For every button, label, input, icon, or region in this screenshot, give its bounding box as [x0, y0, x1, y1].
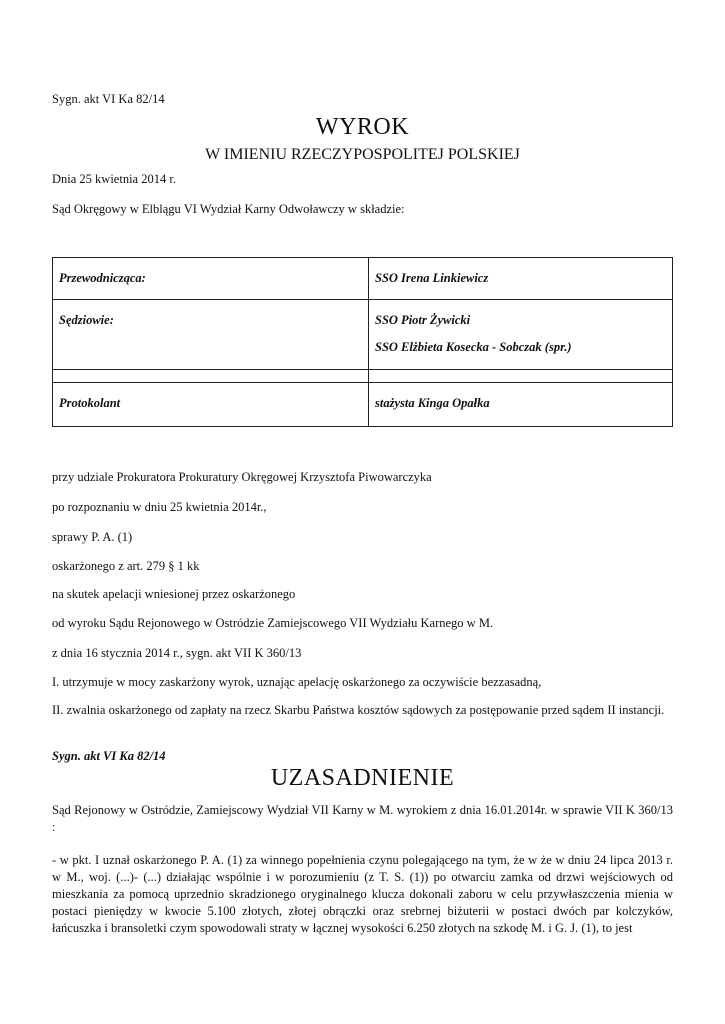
judges-cell	[369, 300, 673, 370]
reviewed-line: po rozpoznaniu w dniu 25 kwietnia 2014r.,	[52, 500, 267, 514]
judgment-date: Dnia 25 kwietnia 2014 r.	[52, 172, 176, 186]
ruling-point-1: I. utrzymuje w mocy zaskarżony wyrok, uznając apelację oskarżonego za oczywiście bezzasadną,	[52, 675, 542, 689]
case-signature: Sygn. akt VI Ka 82/14	[52, 92, 165, 106]
judgment-date-line: z dnia 16 stycznia 2014 r., sygn. akt VII K 360/13	[52, 646, 302, 660]
case-line: sprawy P. A. (1)	[52, 530, 133, 544]
charge-line: oskarżonego z art. 279 § 1 kk	[52, 559, 200, 573]
from-judgment-line: od wyroku Sądu Rejonowego w Ostródzie Zamiejscowego VII Wydziału Karnego w M.	[52, 616, 494, 630]
table-row	[53, 383, 673, 427]
justification-signature: Sygn. akt VI Ka 82/14	[52, 749, 166, 763]
document-subtitle: W IMIENIU RZECZYPOSPOLITEJ POLSKIEJ	[205, 146, 520, 163]
ruling-point-2: II. zwalnia oskarżonego od zapłaty na rzecz Skarbu Państwa kosztów sądowych za postępowanie przed sądem II instancji.	[52, 703, 665, 717]
table-row	[53, 300, 673, 370]
clerk-value: stażysta Kinga Opałka	[369, 383, 673, 427]
appeal-line: na skutek apelacji wniesionej przez oskarżonego	[52, 587, 296, 601]
chair-label: Przewodnicząca:	[53, 258, 369, 300]
justification-title: UZASADNIENIE	[270, 765, 455, 791]
judge-2: SSO Elżbieta Kosecka - Sobczak (spr.)	[375, 340, 572, 354]
chair-value: SSO Irena Linkiewicz	[369, 258, 673, 300]
court-name: Sąd Okręgowy w Elblągu VI Wydział Karny Odwoławczy w składzie:	[52, 202, 405, 216]
table-row	[53, 258, 673, 300]
judges-label: Sędziowie:	[53, 300, 369, 370]
clerk-label: Protokolant	[53, 383, 369, 427]
justification-intro: Sąd Rejonowy w Ostródzie, Zamiejscowy Wydział VII Karny w M. wyrokiem z dnia 16.01.2014r. w sprawie VII K 360/13 :	[52, 803, 673, 834]
document-title: WYROK	[315, 114, 410, 140]
table-row-empty	[53, 370, 673, 383]
judge-1: SSO Piotr Żywicki	[375, 313, 471, 327]
prosecutor-line: przy udziale Prokuratora Prokuratury Okręgowej Krzysztofa Piwowarczyka	[52, 470, 432, 484]
court-composition-table	[52, 257, 673, 427]
justification-text: - w pkt. I uznał oskarżonego P. A. (1) za winnego popełnienia czynu polegającego na tym, że w że w dniu 24 lipca 2013 r. w M., woj. (...)- (...) działając wspólnie i w porozumieniu (z T. S. (1)) po otwarciu zamka od drzwi wejściowych od mieszkania za pomocą uprzednio skradzionego oryginalnego klucza dokonali zaboru w celu przywłaszczenia mienia w postaci pieniędzy w kwocie 5.100 złotych, złotej obrączki oraz srebrnej biżuterii w postaci dwóch par kolczyków, łańcuszka i bransoletki czym spowodowali straty w łącznej wysokości 6.250 złotych na szkodę M. i G. J. (1), to jest	[52, 853, 673, 935]
